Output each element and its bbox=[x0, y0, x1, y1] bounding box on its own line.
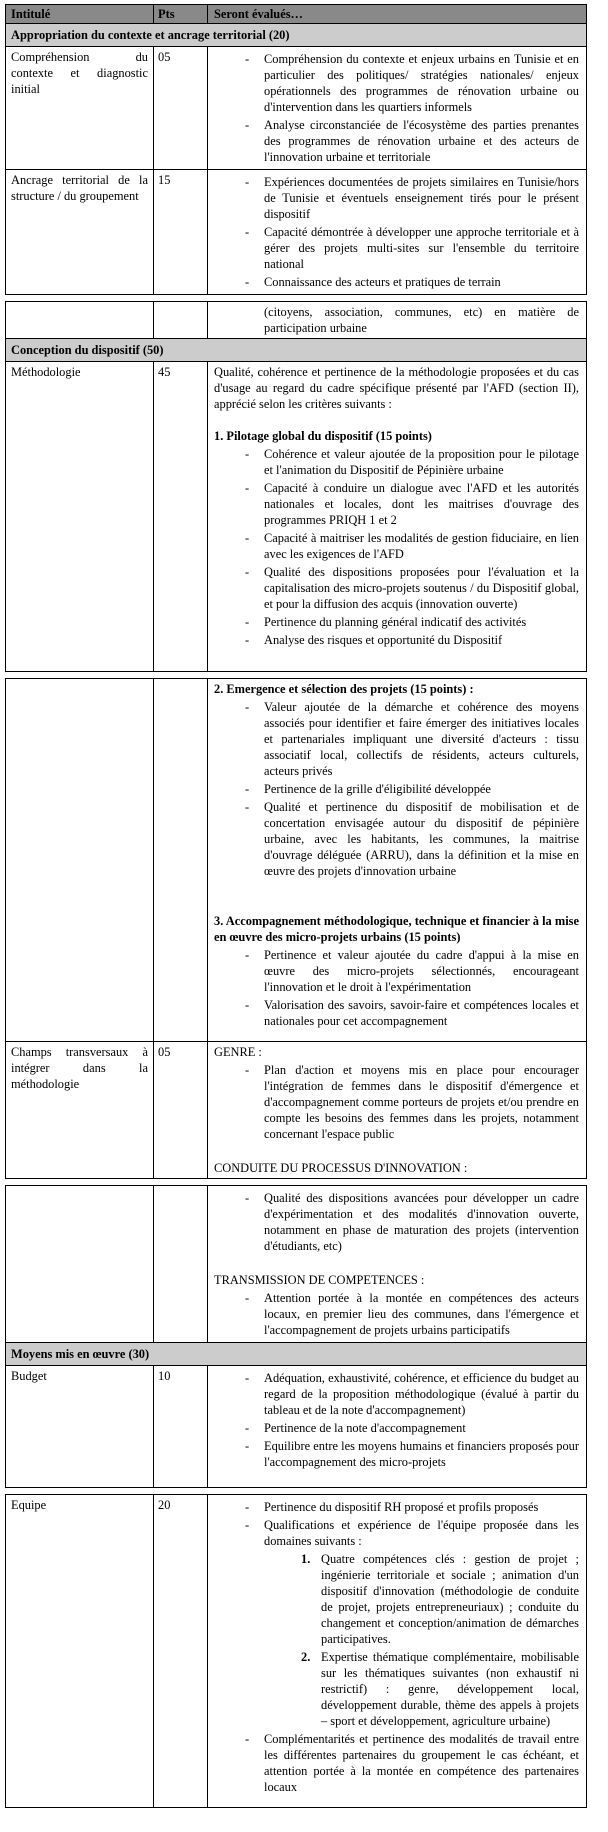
criterion-row-champs bbox=[6, 1041, 586, 1178]
table-header-row bbox=[6, 5, 586, 23]
bullet-text: Connaissance des acteurs et pratiques de terrain bbox=[264, 275, 501, 289]
numbered-item bbox=[301, 1551, 579, 1647]
criterion-details bbox=[208, 47, 586, 169]
bullet-item bbox=[214, 224, 579, 272]
bullet-item bbox=[214, 1290, 579, 1338]
empty-cell bbox=[6, 302, 154, 338]
bullet-text: Plan d'action et moyens mis en place pour encourager l'intégration de femmes dans le dispositif d'émergence et d'accompagnement comme porteurs de projets et/ou prendre en compte les besoins des femmes dans les projets, notamment concernant l'espace public bbox=[264, 1063, 579, 1141]
genre-label: GENRE : bbox=[214, 1045, 262, 1059]
bullet-item bbox=[214, 1370, 579, 1418]
bullet-item bbox=[214, 699, 579, 779]
bullet-dash: - bbox=[245, 565, 250, 579]
bullet-text: Capacité démontrée à développer une approche territoriale et à gérer des projets multi-sites sur l'ensemble du territoire national bbox=[264, 225, 579, 271]
bullet-dash: - bbox=[245, 275, 250, 289]
numbered-index: 1. bbox=[301, 1552, 311, 1566]
bullet-dash: - bbox=[245, 1291, 250, 1305]
bullet-item bbox=[214, 997, 579, 1029]
bullet-dash: - bbox=[245, 175, 250, 189]
bullet-dash: - bbox=[245, 782, 250, 796]
bullet-item bbox=[214, 51, 579, 115]
numbered-item bbox=[301, 1649, 579, 1729]
criterion-row-comprehension bbox=[6, 46, 586, 169]
bullet-item bbox=[214, 799, 579, 879]
bullet-item bbox=[214, 781, 579, 797]
bullet-dash: - bbox=[245, 225, 250, 239]
bullet-text: Valorisation des savoirs, savoir-faire et compétences locales et nationales pour cet accompagnement bbox=[264, 998, 579, 1028]
bullet-text: Pertinence et valeur ajoutée du cadre d'appui à la mise en œuvre des micro-projets sélectionnés, encourageant l'innovation et le droit à l'expérimentation bbox=[264, 948, 579, 994]
spacer bbox=[214, 1256, 579, 1272]
table-segment-4 bbox=[5, 1185, 587, 1488]
bullet-text: Pertinence de la note d'accompagnement bbox=[264, 1421, 466, 1435]
criterion-points: 15 bbox=[154, 170, 208, 294]
methodologie-heading-3: 3. Accompagnement méthodologique, technique et financier à la mise en œuvre des micro-projets urbains (15 points) bbox=[214, 914, 579, 944]
bullet-text: Cohérence et valeur ajoutée de la proposition pour le pilotage et l'animation du Dispositif de Pépinière urbaine bbox=[264, 447, 579, 477]
bullet-item bbox=[214, 614, 579, 630]
bullet-text: Adéquation, exhaustivité, cohérence, et efficience du budget au regard de la proposition méthodologique (évalué à partir du tableau et de la note d'accompagnement) bbox=[264, 1371, 579, 1417]
criterion-details bbox=[208, 1495, 586, 1807]
criterion-points: 05 bbox=[154, 47, 208, 169]
criterion-title: Champs transversaux à intégrer dans la méthodologie bbox=[6, 1042, 154, 1178]
criterion-row-equipe bbox=[6, 1495, 586, 1807]
bullet-dash: - bbox=[245, 948, 250, 962]
bullet-dash: - bbox=[245, 1439, 250, 1453]
bullet-text: Qualité des dispositions avancées pour développer un cadre d'expérimentation et des modalités d'innovation ouverte, notamment en phase de maturation des projets (intervention d'étudiants, etc) bbox=[264, 1191, 579, 1253]
bullet-item bbox=[214, 1731, 579, 1795]
bullet-dash: - bbox=[245, 1371, 250, 1385]
transmission-label: TRANSMISSION DE COMPETENCES : bbox=[214, 1273, 425, 1287]
bullet-dash: - bbox=[245, 447, 250, 461]
methodologie-heading-2: 2. Emergence et sélection des projets (15 points) : bbox=[214, 682, 474, 696]
bullet-dash: - bbox=[245, 1421, 250, 1435]
bullet-dash: - bbox=[245, 700, 250, 714]
criterion-points: 10 bbox=[154, 1366, 208, 1487]
table-segment-5 bbox=[5, 1494, 587, 1808]
column-header-evalues: Seront évalués… bbox=[214, 7, 303, 21]
bullet-dash: - bbox=[245, 1518, 250, 1532]
empty-cell bbox=[154, 1186, 208, 1342]
bullet-text: Qualité des dispositions proposées pour l'évaluation et la capitalisation des micro-projets soutenus / du Dispositif global, et pour la diffusion des acquis (innovation ouverte) bbox=[264, 565, 579, 611]
criterion-details bbox=[208, 679, 586, 1041]
bullet-item bbox=[214, 564, 579, 612]
bullet-dash: - bbox=[245, 531, 250, 545]
criterion-row-ancrage bbox=[6, 169, 586, 294]
continuation-text: (citoyens, association, communes, etc) en matière de participation urbaine bbox=[264, 305, 579, 335]
bullet-dash: - bbox=[245, 118, 250, 132]
bullet-dash: - bbox=[245, 1732, 250, 1746]
criterion-points: 45 bbox=[154, 362, 208, 671]
section-title: Moyens mis en œuvre (30) bbox=[11, 1347, 150, 1361]
criterion-title: Budget bbox=[6, 1366, 154, 1487]
numbered-text: Quatre compétences clés : gestion de projet ; ingénierie territoriale et sociale ; animation d'un dispositif d'innovation (méthodologie de conduite de projet, projets entrepreneuriaux) ; conduite du changement et conception/animation de démarches participatives. bbox=[321, 1552, 579, 1646]
empty-cell bbox=[154, 302, 208, 338]
table-segment-3 bbox=[5, 678, 587, 1179]
bullet-item bbox=[214, 1190, 579, 1254]
bullet-text: Pertinence du planning général indicatif des activités bbox=[264, 615, 527, 629]
bullet-dash: - bbox=[245, 800, 250, 814]
bullet-item bbox=[214, 1062, 579, 1142]
methodologie-heading-1: 1. Pilotage global du dispositif (15 points) bbox=[214, 429, 432, 443]
bullet-text: Qualifications et expérience de l'équipe proposée dans les domaines suivants : bbox=[264, 1518, 579, 1548]
empty-cell bbox=[6, 679, 154, 1041]
criterion-points: 20 bbox=[154, 1495, 208, 1807]
empty-cell bbox=[6, 1186, 154, 1342]
numbered-text: Expertise thématique complémentaire, mobilisable sur les thématiques suivantes (non exhaustif ni restrictif) : genre, développement local, développement durable, thème des appels à projets – sport et développement, agriculture urbaine) bbox=[321, 1650, 579, 1728]
bullet-item bbox=[214, 1438, 579, 1470]
section-row-moyens bbox=[6, 1342, 586, 1365]
bullet-text: Analyse circonstanciée de l'écosystème des parties prenantes des programmes de rénovation urbaine et des acteurs de l'innovation urbaine et territoriale bbox=[264, 118, 579, 164]
empty-cell bbox=[154, 679, 208, 1041]
bullet-item bbox=[214, 1499, 579, 1515]
bullet-dash: - bbox=[245, 52, 250, 66]
bullet-dash: - bbox=[245, 1500, 250, 1514]
methodologie-intro: Qualité, cohérence et pertinence de la méthodologie proposées et du cas d'usage au regard du cadre spécifique présenté par l'AFD (section II), apprécié selon les critères suivants : bbox=[214, 365, 579, 411]
criterion-details bbox=[208, 170, 586, 294]
criterion-title: Equipe bbox=[6, 1495, 154, 1807]
bullet-item bbox=[214, 174, 579, 222]
numbered-index: 2. bbox=[301, 1650, 311, 1664]
continuation-row-ancrage bbox=[6, 302, 586, 338]
criterion-title: Ancrage territorial de la structure / du groupement bbox=[6, 170, 154, 294]
bullet-text: Capacité à conduire un dialogue avec l'AFD et les autorités nationales et locales, dont les maitrises d'ouvrage des programmes PRIQH 1 et 2 bbox=[264, 481, 579, 527]
bullet-dash: - bbox=[245, 1063, 250, 1077]
spacer bbox=[214, 881, 579, 913]
criterion-details bbox=[208, 1042, 586, 1178]
bullet-item bbox=[214, 530, 579, 562]
column-header-intitule: Intitulé bbox=[6, 5, 154, 23]
criterion-row-methodologie bbox=[6, 361, 586, 671]
bullet-text: Attention portée à la montée en compétences des acteurs locaux, en premier lieu des communes, dans l'émergence et l'accompagnement de projets urbains participatifs bbox=[264, 1291, 579, 1337]
bullet-item bbox=[214, 1517, 579, 1549]
bullet-dash: - bbox=[245, 481, 250, 495]
spacer bbox=[214, 412, 579, 428]
criterion-row-budget bbox=[6, 1365, 586, 1487]
section-title: Appropriation du contexte et ancrage territorial (20) bbox=[11, 28, 290, 42]
bullet-text: Complémentarités et pertinence des modalités de travail entre les différentes partenaires du groupement le cas échéant, et attention portée à la montée en compétence des partenaires locaux bbox=[264, 1732, 579, 1794]
bullet-text: Pertinence de la grille d'éligibilité développée bbox=[264, 782, 491, 796]
bullet-dash: - bbox=[245, 633, 250, 647]
bullet-text: Analyse des risques et opportunité du Dispositif bbox=[264, 633, 503, 647]
bullet-text: Compréhension du contexte et enjeux urbains en Tunisie et en particulier des politiques/ stratégies nationales/ enjeux opérationnels des programmes de rénovation urbaine ou d'intervention dans les quartiers informels bbox=[264, 52, 579, 114]
bullet-item bbox=[214, 274, 579, 290]
section-row-conception bbox=[6, 338, 586, 361]
bullet-text: Capacité à maitriser les modalités de gestion fiduciaire, en lien avec les exigences de l'AFD bbox=[264, 531, 579, 561]
bullet-item bbox=[214, 480, 579, 528]
bullet-item bbox=[214, 632, 579, 648]
bullet-text: Equilibre entre les moyens humains et financiers proposés pour l'accompagnement des micro-projets bbox=[264, 1439, 579, 1469]
continuation-row-champs bbox=[6, 1186, 586, 1342]
bullet-dash: - bbox=[245, 1191, 250, 1205]
criterion-details bbox=[208, 1186, 586, 1342]
criterion-title: Compréhension du contexte et diagnostic initial bbox=[6, 47, 154, 169]
innovation-label: CONDUITE DU PROCESSUS D'INNOVATION : bbox=[214, 1161, 468, 1175]
criterion-details bbox=[208, 362, 586, 671]
criterion-points: 05 bbox=[154, 1042, 208, 1178]
bullet-dash: - bbox=[245, 998, 250, 1012]
continuation-row-methodologie bbox=[6, 679, 586, 1041]
column-header-pts: Pts bbox=[154, 5, 208, 23]
bullet-item bbox=[214, 446, 579, 478]
bullet-text: Pertinence du dispositif RH proposé et profils proposés bbox=[264, 1500, 539, 1514]
bullet-text: Qualité et pertinence du dispositif de mobilisation et de concertation envisagée autour du dispositif de pépinière urbaine, avec les habitants, les communes, la maitrise d'ouvrage déléguée (ARRU), dans la définition et la mise en œuvre des projets d'innovation urbaine bbox=[264, 800, 579, 878]
bullet-text: Valeur ajoutée de la démarche et cohérence des moyens associés pour identifier et faire émerger des initiatives locales et partenariales impliquant une diversité d'acteurs : tissu associatif local, collectifs de résidents, acteurs culturels, acteurs privés bbox=[264, 700, 579, 778]
bullet-item bbox=[214, 947, 579, 995]
bullet-text: Expériences documentées de projets similaires en Tunisie/hors de Tunisie et éventuels enseignement tirés pour le présent dispositif bbox=[264, 175, 579, 221]
continuation-text-cell bbox=[208, 302, 586, 338]
table-segment-1 bbox=[5, 4, 587, 295]
section-row-appropriation bbox=[6, 23, 586, 46]
bullet-dash: - bbox=[245, 615, 250, 629]
spacer bbox=[214, 1144, 579, 1160]
criterion-title: Méthodologie bbox=[6, 362, 154, 671]
criterion-details bbox=[208, 1366, 586, 1487]
bullet-item bbox=[214, 117, 579, 165]
table-segment-2 bbox=[5, 301, 587, 672]
section-title: Conception du dispositif (50) bbox=[11, 343, 164, 357]
bullet-item bbox=[214, 1420, 579, 1436]
